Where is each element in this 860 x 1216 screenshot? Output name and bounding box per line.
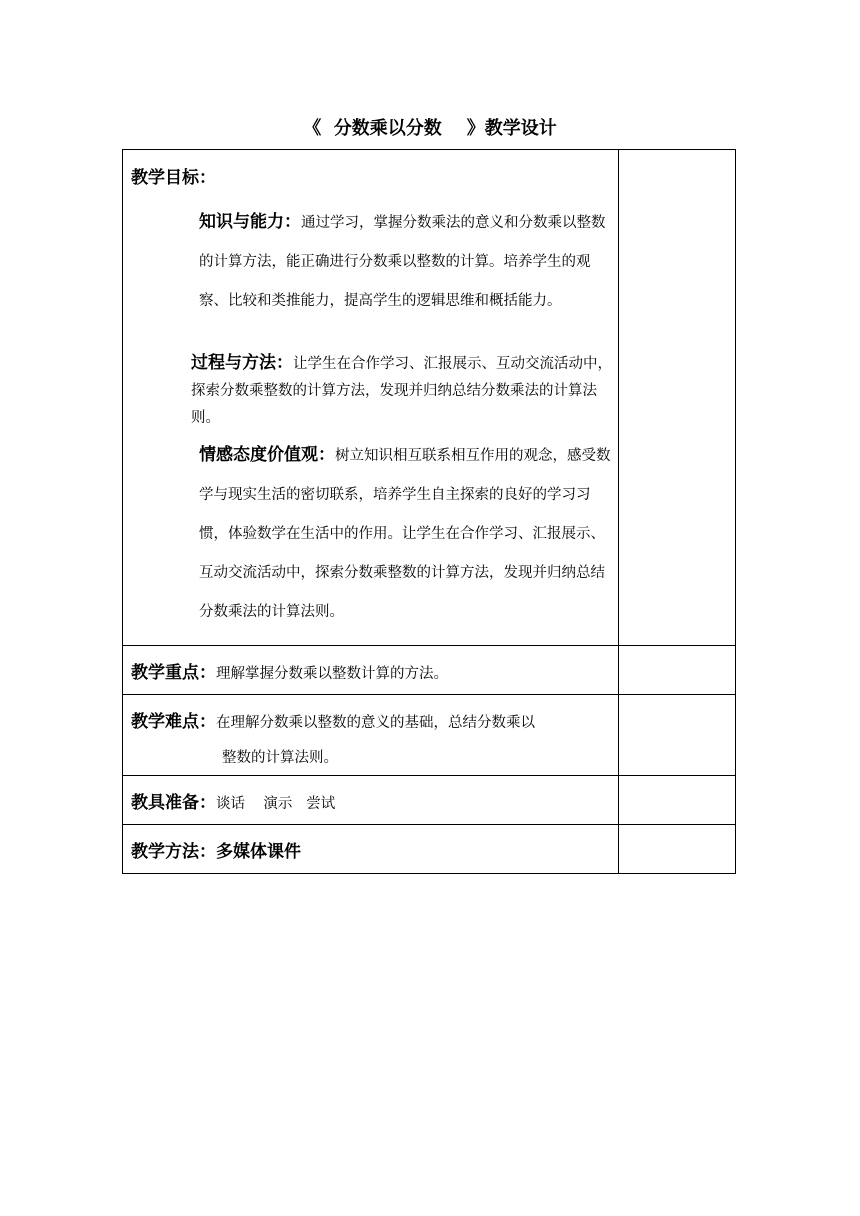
emotion-paragraph: [199, 436, 617, 631]
key-point-cell: [123, 646, 619, 695]
method-label: 教学方法：: [131, 842, 216, 862]
document-title: 《 分数乘以分数 》教学设计: [303, 118, 557, 139]
key-point-side-cell: [619, 646, 736, 695]
tools-side-cell: [619, 776, 736, 825]
objectives-row: [123, 150, 736, 646]
tools-row: [123, 776, 736, 825]
key-point-row: [123, 646, 736, 695]
method-text: 多媒体课件: [216, 842, 301, 862]
difficulty-text-line1: 在理解分数乘以整数的意义的基础，总结分数乘以: [216, 715, 535, 731]
emotion-label: 情感态度价值观：: [199, 445, 335, 465]
method-row: [123, 825, 736, 874]
knowledge-paragraph: [199, 203, 617, 320]
tools-text: 谈话 演示 尝试: [216, 796, 336, 812]
objectives-side-cell: [619, 150, 736, 646]
method-side-cell: [619, 825, 736, 874]
tools-cell: [123, 776, 619, 825]
knowledge-label: 知识与能力：: [199, 212, 301, 232]
difficulty-label: 教学难点：: [131, 712, 216, 732]
process-paragraph: [191, 350, 615, 431]
emotion-text: 树立知识相互联系相互作用的观念，感受数学与现实生活的密切联系，培养学生自主探索的良好的学习习惯，体验数学在生活中的作用。让学生在合作学习、汇报展示、互动交流活动中，探索分数乘整数的计算方法，发现并归纳总结分数乘法的计算法则。: [199, 448, 611, 620]
objectives-label: 教学目标：: [131, 168, 216, 188]
difficulty-cell: [123, 695, 619, 776]
tools-label: 教具准备：: [131, 793, 216, 813]
objectives-cell: [123, 150, 619, 646]
process-text: 让学生在合作学习、汇报展示、互动交流活动中，探索分数乘整数的计算方法，发现并归纳总结分数乘法的计算法则。: [191, 356, 612, 426]
difficulty-text-line2: 整数的计算法则。: [222, 750, 338, 766]
process-label: 过程与方法：: [191, 353, 293, 373]
key-point-label: 教学重点：: [131, 663, 216, 683]
knowledge-text: 通过学习，掌握分数乘法的意义和分数乘以整数的计算方法，能正确进行分数乘以整数的计算。培养学生的观察、比较和类推能力，提高学生的逻辑思维和概括能力。: [199, 215, 606, 309]
method-cell: [123, 825, 619, 874]
difficulty-side-cell: [619, 695, 736, 776]
key-point-text: 理解掌握分数乘以整数计算的方法。: [216, 666, 448, 682]
difficulty-row: [123, 695, 736, 776]
lesson-plan-table: [122, 149, 736, 874]
